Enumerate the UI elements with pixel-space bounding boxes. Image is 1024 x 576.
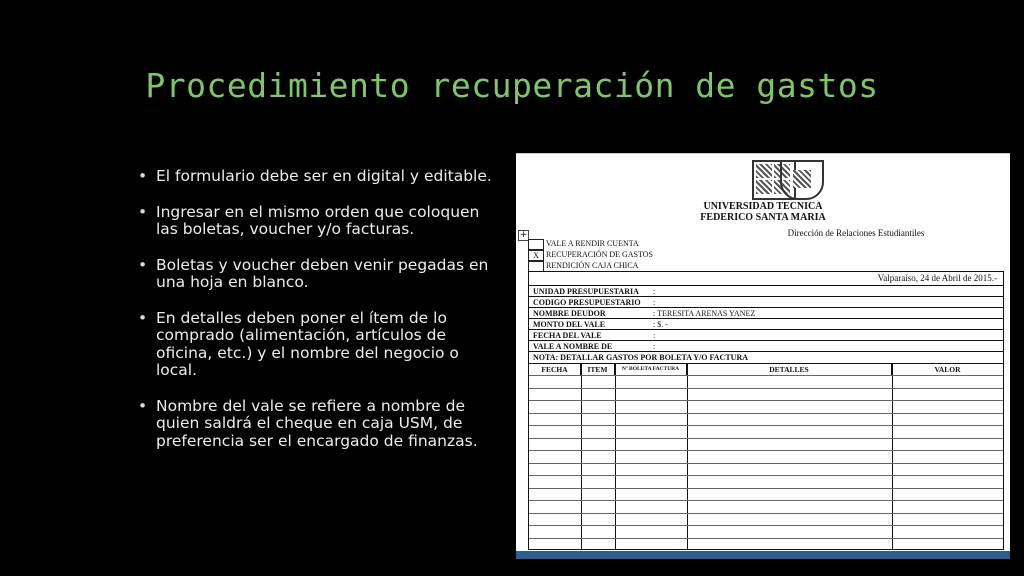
field-label: UNIDAD PRESUPUESTARIA	[533, 287, 639, 296]
grid-row-line	[529, 425, 1003, 426]
grid-row-line	[529, 488, 1003, 489]
field-value: :	[653, 331, 656, 340]
plus-icon: +	[519, 230, 528, 240]
expense-grid	[529, 364, 1003, 549]
bullet-text: Boletas y voucher deben venir pegadas en una hoja en blanco.	[156, 255, 489, 291]
grid-row-line	[529, 400, 1003, 401]
option-label: RENDICIÓN CAJA CHICA	[546, 261, 639, 270]
form-field-row	[529, 330, 1003, 341]
form-field-row	[529, 286, 1003, 297]
bullet-dot: •	[138, 202, 148, 221]
grid-row-line	[529, 413, 1003, 414]
slide-title: Procedimiento recuperación de gastos	[145, 66, 879, 105]
column-divider	[581, 364, 582, 549]
grid-row-line	[529, 513, 1003, 514]
bullet-item	[138, 204, 498, 239]
grid-row-line	[529, 475, 1003, 476]
note-row	[529, 352, 1003, 364]
grid-row-line	[529, 525, 1003, 526]
column-header: Nº BOLETA FACTURA	[615, 364, 687, 375]
column-divider	[687, 364, 688, 549]
field-label: CODIGO PRESUPUESTARIO	[533, 298, 641, 307]
field-label: NOMBRE DEUDOR	[533, 309, 606, 318]
bullet-dot: •	[138, 167, 148, 185]
option-label: VALE A RENDIR CUENTA	[546, 239, 639, 248]
option-label: RECUPERACIÓN DE GASTOS	[546, 250, 653, 259]
grid-row-line	[529, 438, 1003, 439]
bullet-text: En detalles deben poner el ítem de lo comprado (alimentación, artículos de oficina, etc.) y el nombre del negocio o local.	[156, 308, 459, 379]
field-label: VALE A NOMBRE DE	[533, 342, 613, 351]
field-label: MONTO DEL VALE	[533, 320, 606, 329]
expense-form-image	[516, 153, 1010, 559]
grid-row-line	[529, 388, 1003, 389]
bullet-text: Ingresar en el mismo orden que coloquen las boletas, voucher y/o facturas.	[156, 202, 480, 238]
form-field-row	[529, 297, 1003, 308]
bullet-item	[138, 168, 498, 186]
form-field-row	[529, 341, 1003, 352]
field-value: :	[653, 298, 656, 307]
column-header: FECHA	[529, 364, 581, 375]
footer-bar	[516, 551, 1010, 559]
column-divider	[892, 364, 893, 549]
bullet-text: El formulario debe ser en digital y editable.	[156, 167, 492, 185]
bullet-dot: •	[138, 255, 148, 274]
date-row	[529, 272, 1003, 286]
grid-row-line	[529, 463, 1003, 464]
bullet-list	[138, 168, 498, 468]
grid-row-line	[529, 538, 1003, 539]
option-checkbox	[528, 239, 544, 250]
bullet-dot: •	[138, 308, 148, 327]
field-label: FECHA DEL VALE	[533, 331, 602, 340]
university-name-line1: UNIVERSIDAD TECNICA	[703, 201, 823, 212]
field-value: : TERESITA ARENAS YANEZ	[653, 309, 756, 318]
column-divider	[615, 364, 616, 549]
department-name: Dirección de Relaciones Estudiantiles	[787, 228, 925, 238]
form-field-row	[529, 308, 1003, 319]
bullet-item	[138, 398, 498, 451]
field-value: :	[653, 342, 656, 351]
form-field-row	[529, 319, 1003, 330]
university-name-line2: FEDERICO SANTA MARIA	[700, 212, 826, 223]
column-header: VALOR	[934, 365, 961, 374]
university-shield-icon	[780, 160, 824, 200]
bullet-text: Nombre del vale se refiere a nombre de quien saldrá el cheque en caja USM, de preferencia ser el encargado de finanzas.	[156, 396, 478, 450]
form-table	[528, 271, 1004, 550]
grid-row-line	[529, 500, 1003, 501]
note-text: NOTA: DETALLAR GASTOS POR BOLETA Y/O FACTURA	[533, 353, 748, 362]
date-line: Valparaíso, 24 de Abril de 2015.-	[877, 273, 997, 283]
grid-row-line	[529, 450, 1003, 451]
option-checkbox: X	[528, 250, 544, 261]
bullet-item	[138, 310, 498, 380]
field-value: :	[653, 287, 656, 296]
grid-row-line	[529, 375, 1003, 376]
bullet-dot: •	[138, 396, 148, 415]
column-header: ITEM	[581, 364, 615, 375]
bullet-item	[138, 257, 498, 292]
column-header: DETALLES	[687, 364, 892, 375]
field-value: : $. -	[653, 320, 668, 329]
